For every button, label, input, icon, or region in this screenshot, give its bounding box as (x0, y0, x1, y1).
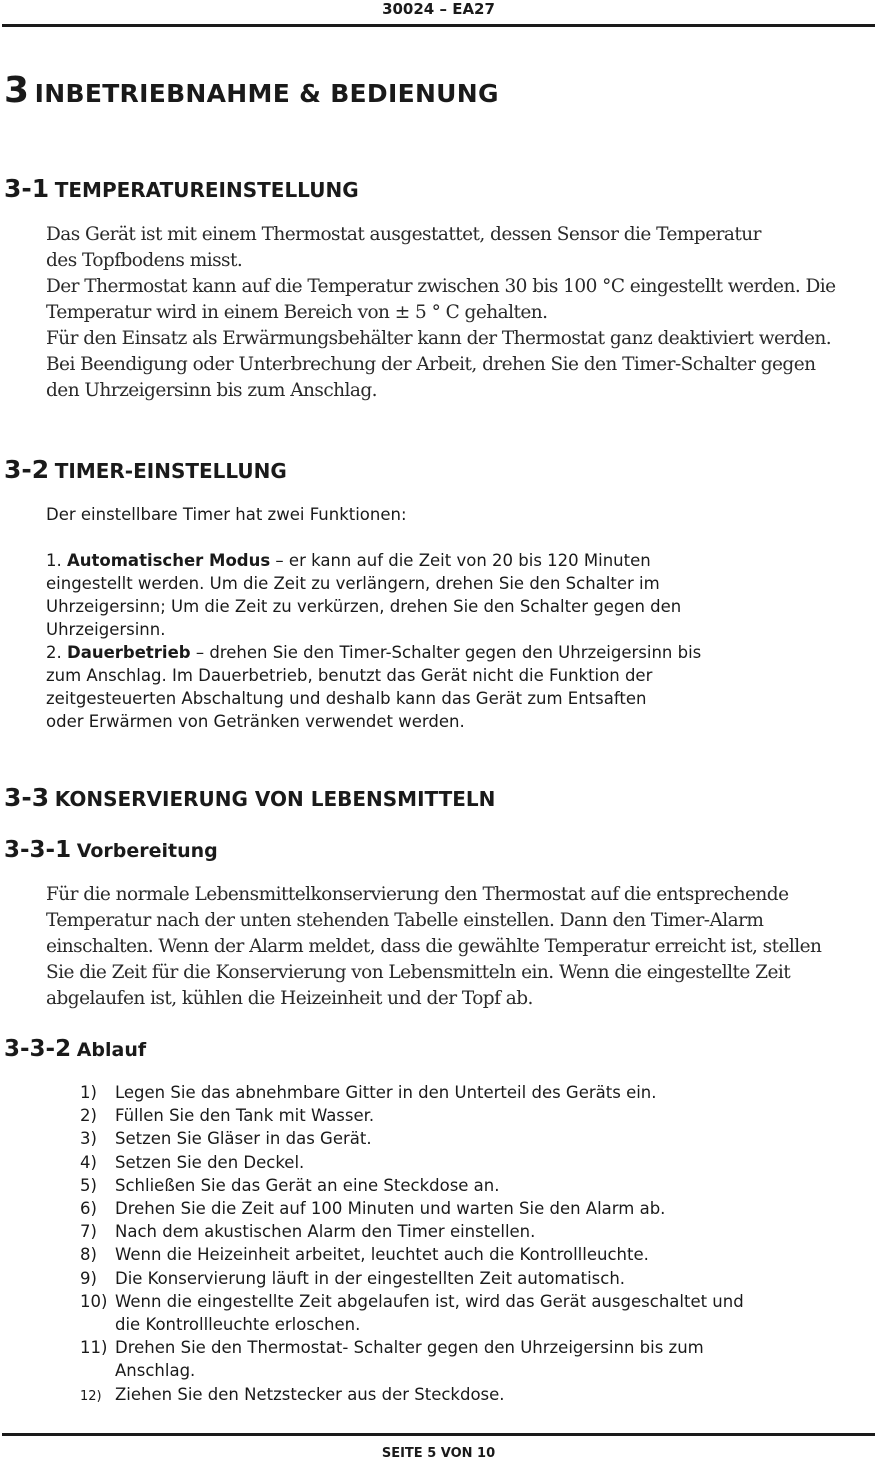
paragraph-line: Bei Beendigung oder Unterbrechung der Arbeit, drehen Sie den Timer-Schalter gegen (46, 354, 816, 375)
section-3-3-2-heading (4, 1036, 146, 1062)
document-code: 30024 – EA27 (382, 0, 495, 18)
step-number: 2) (80, 1106, 97, 1126)
step-text: Füllen Sie den Tank mit Wasser. (115, 1106, 375, 1126)
step-number: 8) (80, 1245, 97, 1265)
step-text: Nach dem akustischen Alarm den Timer einstellen. (115, 1222, 536, 1242)
mode-2-name: Dauerbetrieb (67, 643, 191, 662)
section-title: INBETRIEBNAHME & BEDIENUNG (34, 79, 499, 108)
step-text: Ziehen Sie den Netzstecker aus der Steckdose. (115, 1384, 505, 1404)
step-number: 6) (80, 1199, 97, 1219)
step-number: 10) (80, 1291, 108, 1311)
mode-number: 1. (46, 551, 67, 570)
step-text: Wenn die eingestellte Zeit abgelaufen ist, wird das Gerät ausgeschaltet und (115, 1291, 744, 1311)
step-text: Setzen Sie Gläser in das Gerät. (115, 1129, 372, 1149)
step-number: 9) (80, 1268, 97, 1288)
section-3-3-heading (4, 783, 495, 812)
mode-number: 2. (46, 643, 67, 662)
section-3-heading (4, 70, 499, 111)
list-item (80, 1336, 870, 1382)
step-text: Schließen Sie das Gerät an eine Steckdose an. (115, 1175, 500, 1195)
step-number: 7) (80, 1222, 97, 1242)
step-number: 1) (80, 1083, 97, 1102)
list-item (80, 1243, 870, 1266)
paragraph-line: Uhrzeigersinn; Um die Zeit zu verkürzen, drehen Sie den Schalter gegen den (46, 597, 682, 616)
section-number: 3 (4, 70, 30, 111)
step-number: 4) (80, 1152, 97, 1172)
section-number: 3-3 (4, 783, 50, 812)
section-3-2-heading (4, 455, 287, 484)
step-text: Legen Sie das abnehmbare Gitter in den Unterteil des Geräts ein. (115, 1083, 657, 1102)
footer-rule (2, 1433, 875, 1436)
header-rule (2, 24, 875, 27)
mode-1-line (46, 549, 866, 572)
list-item (80, 1127, 870, 1150)
mode-2-text: – drehen Sie den Timer-Schalter gegen den Uhrzeigersinn bis (190, 643, 702, 662)
step-number: 12) (80, 1388, 102, 1404)
step-text: Setzen Sie den Deckel. (115, 1152, 305, 1172)
paragraph-line: abgelaufen ist, kühlen die Heizeinheit und der Topf ab. (46, 988, 533, 1009)
step-text: Drehen Sie den Thermostat- Schalter gegen den Uhrzeigersinn bis zum (115, 1338, 704, 1358)
section-number: 3-3-2 (4, 1036, 72, 1062)
list-item (80, 1267, 870, 1290)
section-title: TEMPERATUREINSTELLUNG (54, 178, 359, 202)
step-number: 3) (80, 1129, 97, 1149)
paragraph-line: Für den Einsatz als Erwärmungsbehälter kann der Thermostat ganz deaktiviert werden. (46, 328, 832, 349)
list-item (80, 1174, 870, 1197)
step-text: Die Konservierung läuft in der eingestellten Zeit automatisch. (115, 1268, 626, 1288)
step-text: Wenn die Heizeinheit arbeitet, leuchtet auch die Kontrollleuchte. (115, 1245, 649, 1265)
paragraph-line: Der Thermostat kann auf die Temperatur zwischen 30 bis 100 °C eingestellt werden. Die (46, 276, 836, 297)
section-title: KONSERVIERUNG VON LEBENSMITTELN (54, 787, 496, 811)
list-item (80, 1383, 870, 1406)
procedure-steps (80, 1081, 870, 1406)
paragraph-line: einschalten. Wenn der Alarm meldet, dass die gewählte Temperatur erreicht ist, stellen (46, 936, 822, 957)
paragraph-line: des Topfbodens misst. (46, 250, 243, 271)
mode-1-name: Automatischer Modus (67, 551, 271, 570)
list-item (80, 1104, 870, 1127)
paragraph-line: zum Anschlag. Im Dauerbetrieb, benutzt das Gerät nicht die Funktion der (46, 666, 653, 685)
paragraph-line: Für die normale Lebensmittelkonservierung den Thermostat auf die entsprechende (46, 884, 789, 905)
paragraph-line: den Uhrzeigersinn bis zum Anschlag. (46, 380, 377, 401)
section-3-1-body (46, 222, 866, 404)
mode-1-text: – er kann auf die Zeit von 20 bis 120 Minuten (270, 551, 651, 570)
list-item (80, 1220, 870, 1243)
list-item (80, 1290, 870, 1336)
section-3-3-1-heading (4, 837, 218, 863)
timer-intro (46, 503, 866, 526)
paragraph-line: Der einstellbare Timer hat zwei Funktionen: (46, 505, 407, 524)
step-number: 5) (80, 1175, 97, 1195)
paragraph-line: Das Gerät ist mit einem Thermostat ausgestattet, dessen Sensor die Temperatur (46, 224, 761, 245)
page-number: SEITE 5 VON 10 (381, 1446, 496, 1461)
paragraph-line: zeitgesteuerten Abschaltung und deshalb kann das Gerät zum Entsaften (46, 689, 647, 708)
section-number: 3-3-1 (4, 837, 72, 863)
section-title: TIMER-EINSTELLUNG (54, 459, 287, 483)
section-title: Ablauf (76, 1039, 147, 1061)
paragraph-line: oder Erwärmen von Getränken verwendet werden. (46, 712, 465, 731)
list-item (80, 1081, 870, 1104)
step-text: Drehen Sie die Zeit auf 100 Minuten und warten Sie den Alarm ab. (115, 1199, 666, 1219)
mode-2-line (46, 641, 866, 664)
section-3-1-heading (4, 174, 359, 203)
list-item (80, 1197, 870, 1220)
paragraph-line: eingestellt werden. Um die Zeit zu verlängern, drehen Sie den Schalter im (46, 574, 660, 593)
step-text: die Kontrollleuchte erloschen. (115, 1315, 361, 1335)
list-item (80, 1151, 870, 1174)
section-number: 3-1 (4, 174, 50, 203)
timer-modes (46, 549, 866, 733)
paragraph-line: Temperatur wird in einem Bereich von ± 5 ° C gehalten. (46, 302, 548, 323)
section-3-3-1-body (46, 882, 866, 1012)
paragraph-line: Temperatur nach der unten stehenden Tabelle einstellen. Dann den Timer-Alarm (46, 910, 764, 931)
section-title: Vorbereitung (76, 840, 218, 862)
step-number: 11) (80, 1338, 108, 1358)
section-number: 3-2 (4, 455, 50, 484)
paragraph-line: Sie die Zeit für die Konservierung von Lebensmitteln ein. Wenn die eingestellte Zeit (46, 962, 791, 983)
paragraph-line: Uhrzeigersinn. (46, 620, 166, 639)
step-text: Anschlag. (115, 1361, 196, 1381)
